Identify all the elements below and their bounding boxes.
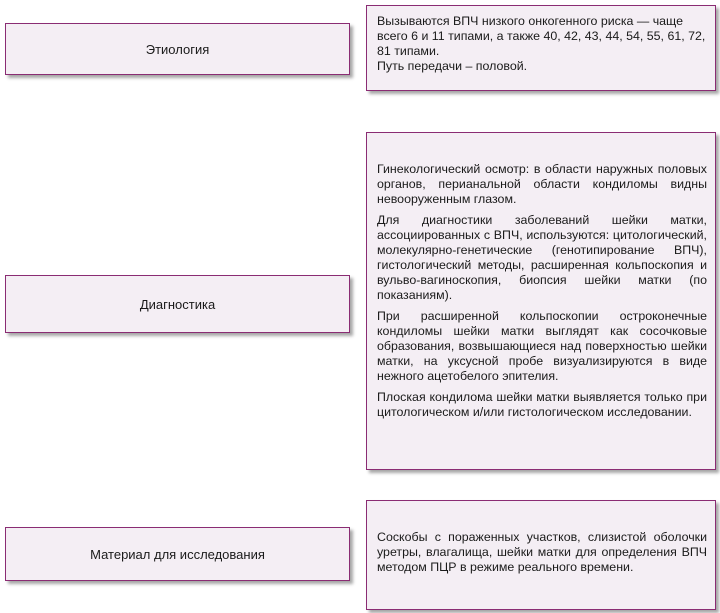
etiology-paragraph: Вызываются ВПЧ низкого онкогенного риска — чаще всего 6 и 11 типами, а также 40, 42, 43, 44, 54, 55, 61, 72, 81 типами.: [377, 14, 706, 58]
diagnostics-paragraph: Гинекологический осмотр: в области наружных половых органов, перианальной области кондиломы видны невооруженным глазом.: [377, 162, 707, 206]
diagnostics-paragraph: Плоская кондилома шейки матки выявляется только при цитологическом и/или гистологическом исследовании.: [377, 390, 707, 419]
etiology-label: Этиология: [145, 41, 210, 57]
diagnostics-label: Диагностика: [139, 296, 216, 312]
etiology-paragraph: Путь передачи – половой.: [377, 59, 528, 73]
diagnostics-paragraph: При расширенной кольпоскопии остроконечные кондиломы шейки матки выглядят как сосочковые образования, возвышающиеся над поверхностью шейки матки, на уксусной пробе визуализируются в виде нежного ацетобелого эпителия.: [377, 309, 707, 383]
material-paragraph: Соскобы с пораженных участков, слизистой оболочки уретры, влагалища, шейки матки для определения ВПЧ методом ПЦР в режиме реального времени.: [377, 530, 707, 574]
material-label-box: [5, 527, 350, 581]
diagnostics-content-box: [366, 132, 716, 470]
diagnostics-paragraph: Для диагностики заболеваний шейки матки, ассоциированных с ВПЧ, используются: цитологический, молекулярно-генетические (генотипирование ВПЧ), гистологический методы, расширенная кольпоскопия и вульво-вагиноскопия, биопсия шейки матки (по показаниям).: [377, 213, 707, 302]
etiology-content-box: [366, 5, 716, 91]
material-content-box: [366, 500, 716, 610]
material-label: Материал для исследования: [90, 546, 265, 562]
diagnostics-label-box: [5, 275, 350, 333]
etiology-label-box: [5, 23, 350, 75]
